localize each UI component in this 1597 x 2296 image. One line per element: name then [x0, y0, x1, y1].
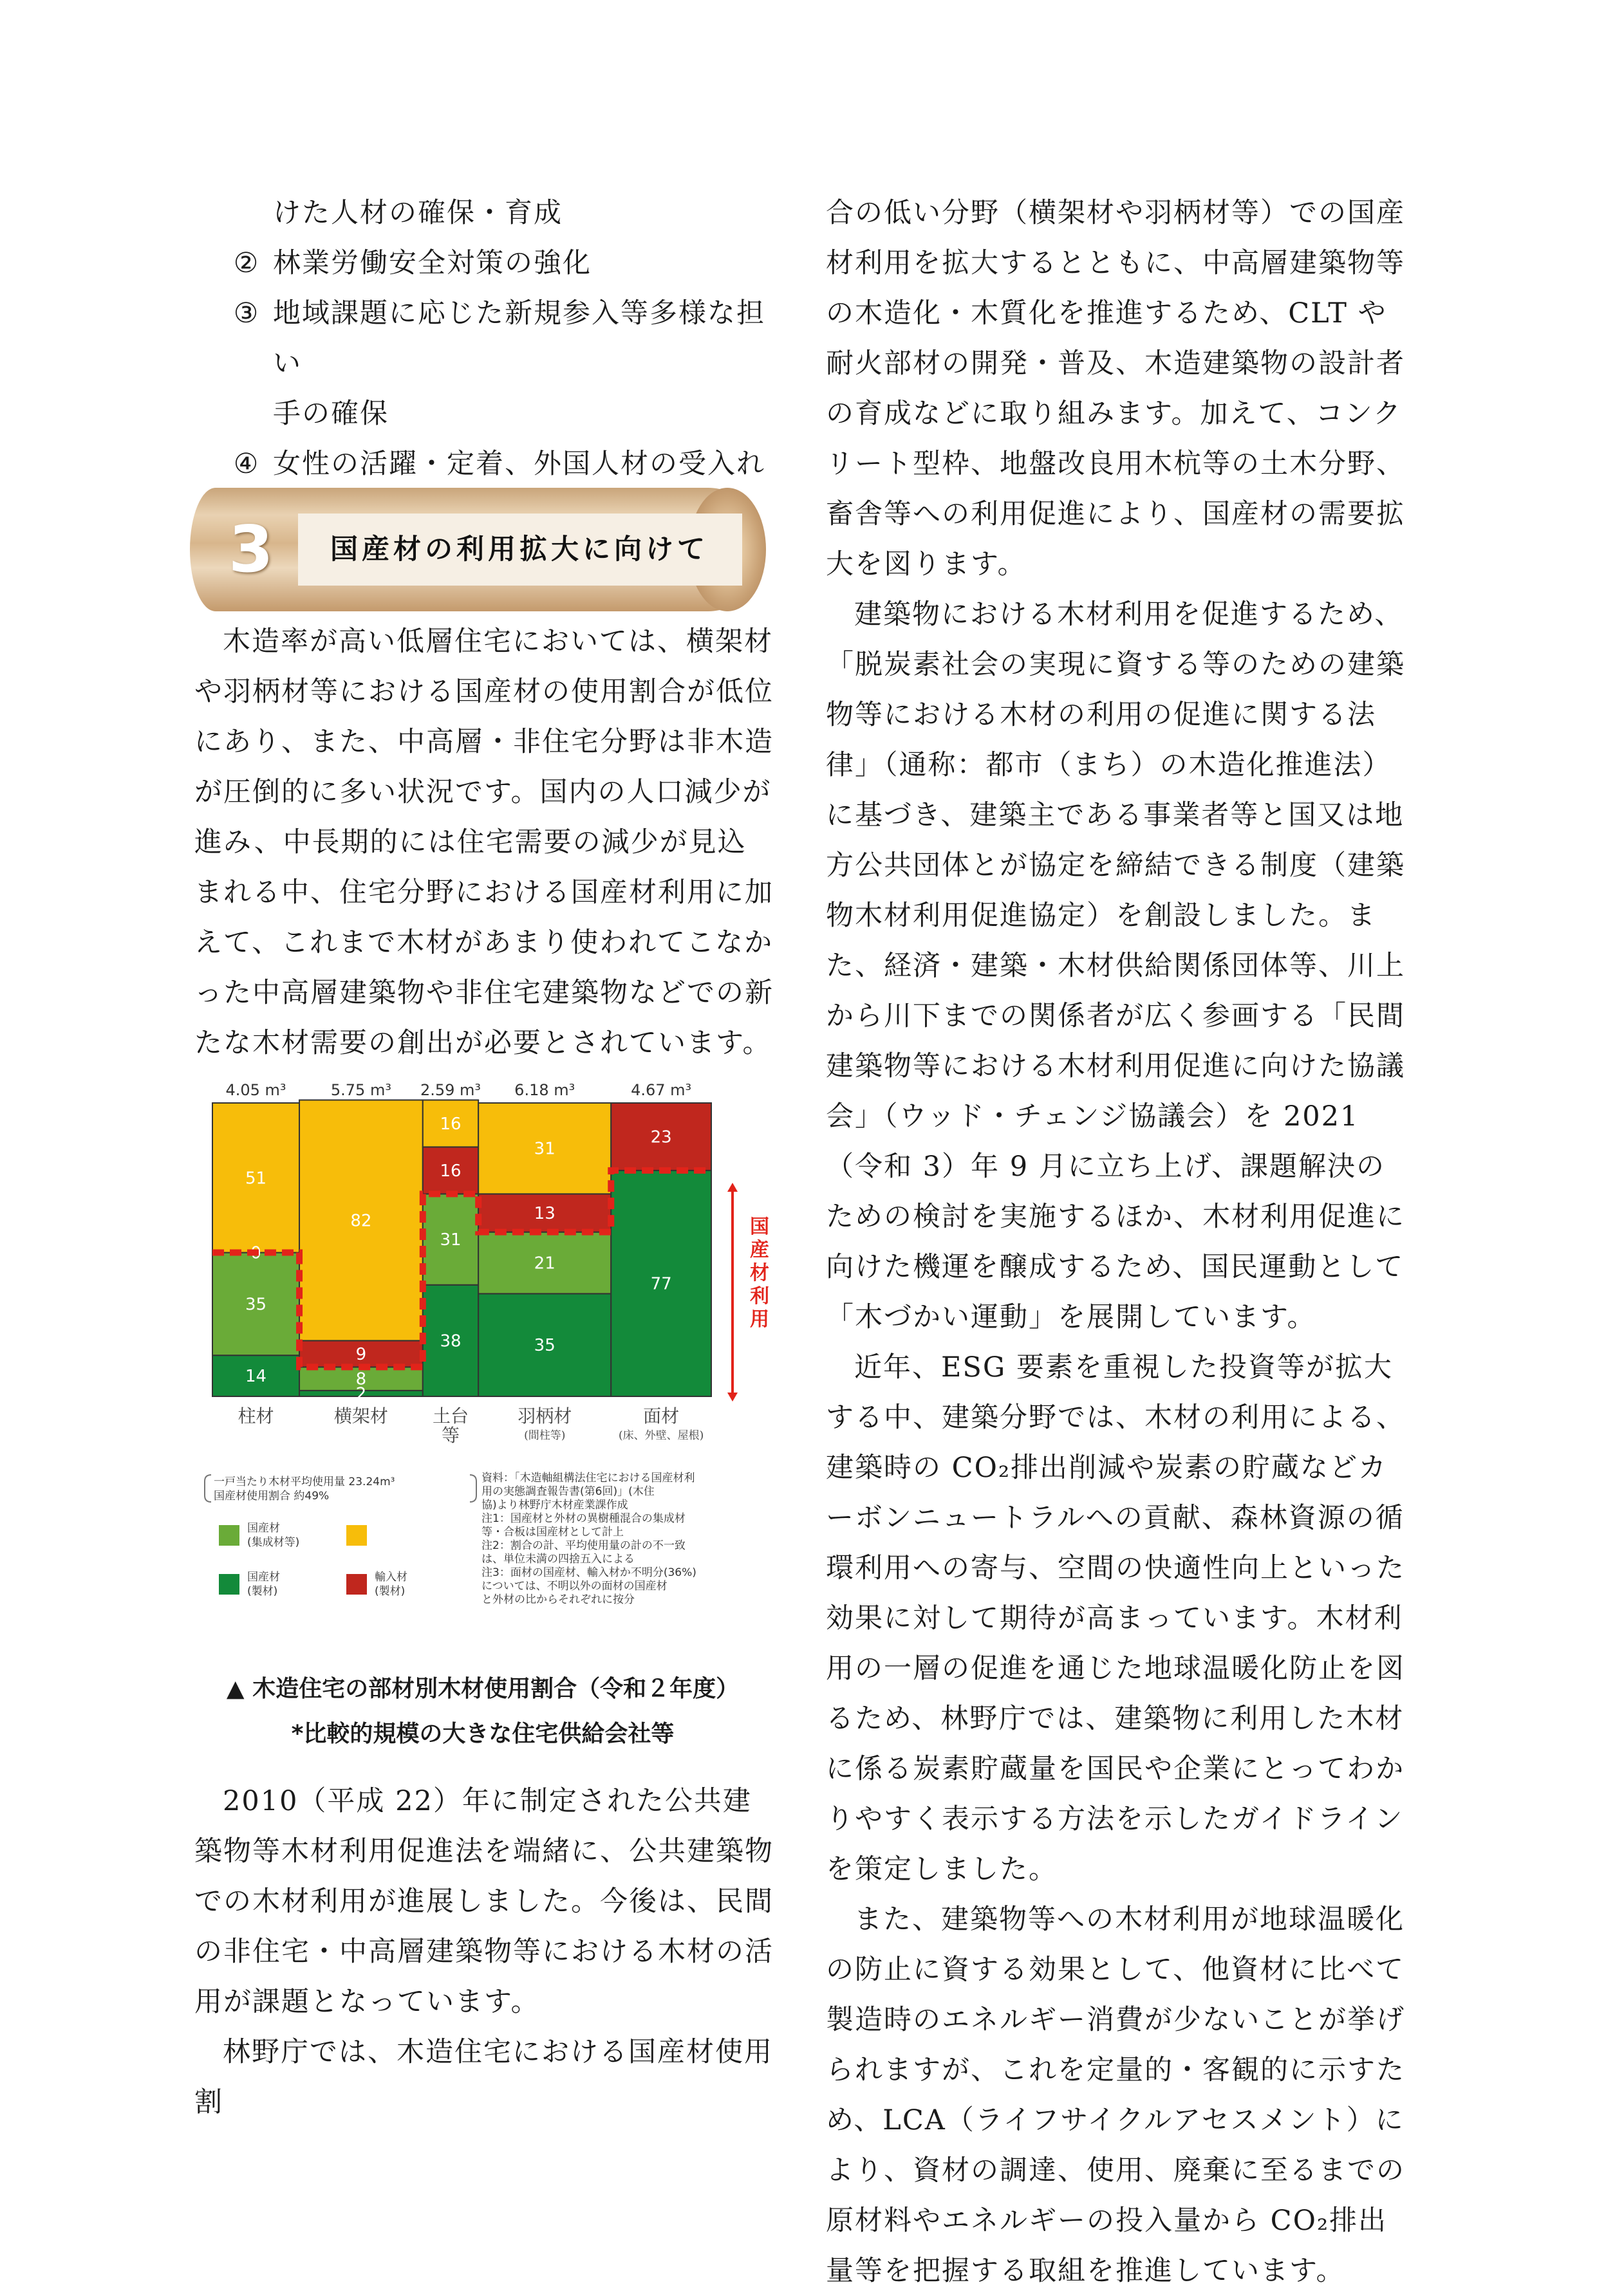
list-item [194, 288, 774, 389]
paragraph: また、建築物等への木材利用が地球温暖化の防止に資する効果として、他資材に比べて製造時のエネルギー消費が少ないことが挙げられますが、これを定量的・客観的に示すため、LCA（ライフサイクルアセスメント）により、資材の調達、使用、廃棄に至るまでの原材料やエネルギーの投入量から CO₂排出量等を把握する取組を推進しています。 [826, 1903, 1405, 2287]
segment-value-label: 21 [534, 1254, 556, 1273]
category-labels [238, 1405, 704, 1446]
segment-value-label: 77 [650, 1274, 672, 1294]
paragraph: 2010（平成 22）年に制定された公共建築物等木材利用促進法を端緒に、公共建築物での木材利用が進展しました。今後は、民間の非住宅・中高層建築物等における木材の活用が課題となっています。 [194, 1785, 774, 2018]
chart-note: と外材の比からそれぞれに按分 [481, 1593, 635, 1606]
volume-label: 5.75 m³ [330, 1081, 391, 1099]
legend-summary: 一戸当たり木材平均使用量 23.24m³ [214, 1476, 395, 1488]
legend-swatch-imported-sawn [346, 1574, 367, 1595]
list-item [194, 238, 774, 288]
legend-swatch-domestic-laminated [219, 1525, 239, 1546]
paragraph: 林野庁では、木造住宅における国産材使用割 [194, 2036, 773, 2118]
list-item [194, 439, 774, 489]
wood-usage-chart [193, 1081, 779, 1647]
legend-bracket [470, 1475, 476, 1502]
arrow-head-down [727, 1393, 738, 1402]
chart-notes [481, 1472, 696, 1606]
legend-summary: 国産材使用割合 約49% [214, 1490, 330, 1503]
chart-legend [205, 1475, 476, 1598]
legend-swatch-domestic-sawn [219, 1574, 239, 1595]
caption-line: *比較的規模の大きな住宅供給会社等 [291, 1721, 675, 1747]
section-title: 国産材の利用拡大に向けて [330, 533, 709, 566]
chart-note: 等・合板は国産材として計上 [481, 1526, 624, 1539]
segment-value-label: 16 [440, 1114, 462, 1134]
segment-value-label: 16 [440, 1161, 462, 1181]
list-text: 女性の活躍・定着、外国人材の受入れ [273, 448, 765, 480]
figure-caption [167, 1667, 798, 1757]
segment-value-label: 2 [355, 1384, 367, 1404]
chart-note: 用の実態調査報告書(第6回)」(木住 [481, 1485, 655, 1498]
segment-value-label: 35 [534, 1336, 556, 1356]
segment-value-label: 8 [355, 1369, 367, 1389]
chart-note: は、単位未満の四捨五入による [481, 1553, 635, 1566]
left-body-1 [194, 616, 774, 1068]
legend-bracket [205, 1475, 211, 1502]
paragraph: 建築物における木材利用を促進するため、「脱炭素社会の実現に資する等のための建築物等における木材の利用の促進に関する法律」（通称：都市（まち）の木造化推進法）に基づき、建築主である事業者等と国又は地方公共団体とが協定を締結できる制度（建築物木材利用促進協定）を創設しました。また、経済・建築・木材供給関係団体等、川上から川下までの関係者が広く参画する「民間建築物等における木材利用促進に向けた協議会」（ウッド・チェンジ協議会）を 2021（令和 3）年 9 月に立ち上げ、課題解決のための検討を実施するほか、木材利用促進に向けた機運を醸成するため、国民運動として「木づかい運動」を展開しています。 [826, 598, 1405, 1333]
side-label-char: 産 [750, 1239, 769, 1261]
segment-value-label: 31 [440, 1230, 462, 1250]
volume-labels [225, 1081, 691, 1099]
segment-value-label: 23 [650, 1127, 672, 1147]
caption-line: ▲ 木造住宅の部材別木材使用割合（令和２年度） [226, 1676, 740, 1702]
category-label: 等 [441, 1425, 460, 1446]
volume-label: 6.18 m³ [514, 1081, 575, 1099]
list-number: ② [233, 247, 260, 279]
chart-note: 注1：国産材と外材の異樹種混合の集成材 [481, 1512, 686, 1525]
legend-label: 国産材 [247, 1571, 280, 1584]
segment-value-label: 51 [245, 1169, 267, 1189]
segment-value-label: 82 [350, 1211, 372, 1231]
list-number: ④ [233, 448, 260, 480]
category-label: 柱材 [238, 1405, 274, 1427]
legend-swatch-imported-laminated [346, 1525, 367, 1546]
segment-value-label: 0 [250, 1243, 261, 1263]
list-text: 手の確保 [273, 398, 389, 430]
chart-bars [212, 1100, 711, 1396]
chart-note: 注3：面材の国産材、輸入材か不明分(36%) [481, 1566, 696, 1579]
left-column [194, 188, 774, 489]
category-label: 土台 [432, 1405, 469, 1427]
category-sublabel: (間柱等) [524, 1429, 566, 1442]
side-label-char: 利 [750, 1285, 769, 1308]
paragraph: 木造率が高い低層住宅においては、横架材や羽柄材等における国産材の使用割合が低位にあり、また、中高層・非住宅分野は非木造が圧倒的に多い状況です。国内の人口減少が進み、中長期的には住宅需要の減少が見込まれる中、住宅分野における国産材利用に加えて、これまで木材があまり使われてこなかった中高層建築物や非住宅建築物などでの新たな木材需要の創出が必要とされています。 [194, 625, 774, 1059]
chart-note: 協)より林野庁木材産業課作成 [481, 1499, 628, 1512]
side-arrow [727, 1183, 738, 1402]
category-label: 面材 [643, 1405, 680, 1427]
segment-value-label: 13 [534, 1204, 556, 1223]
volume-label: 4.05 m³ [225, 1081, 286, 1099]
list-text: けた人材の確保・育成 [273, 197, 563, 229]
section-banner [190, 488, 766, 611]
segment-value-label: 14 [245, 1367, 267, 1387]
chart-note: 注2：割合の計、平均使用量の計の不一致 [481, 1539, 686, 1552]
legend-label: 輸入材 [375, 1571, 407, 1584]
segment-value-label: 31 [534, 1139, 556, 1159]
right-column [826, 188, 1405, 2296]
segment-value-label: 9 [355, 1344, 367, 1364]
legend-label: (製材) [247, 1585, 278, 1598]
side-label [750, 1216, 769, 1331]
section-number: 3 [229, 512, 274, 587]
legend-label: 国産材 [247, 1522, 280, 1535]
list-number [220, 389, 273, 439]
paragraph: 合の低い分野（横架材や羽柄材等）での国産材利用を拡大するとともに、中高層建築物等の木造化・木質化を推進するため、CLT や耐火部材の開発・普及、木造建築物の設計者の育成などに取り組みます。加えて、コンクリート型枠、地盤改良用木杭等の土木分野、畜舎等への利用促進により、国産材の需要拡大を図ります。 [826, 197, 1405, 580]
list-number [220, 188, 273, 238]
side-label-char: 国 [750, 1216, 769, 1238]
legend-label: (集成材等) [247, 1536, 300, 1549]
category-label: 横架材 [333, 1405, 388, 1427]
list-item [194, 389, 774, 439]
arrow-head-up [727, 1183, 738, 1192]
list-item [194, 188, 774, 238]
list-text: 林業労働安全対策の強化 [273, 247, 592, 279]
list-number: ③ [233, 297, 260, 329]
side-label-char: 材 [750, 1262, 769, 1284]
list-text: 地域課題に応じた新規参入等多様な担い [273, 297, 765, 380]
category-label: 羽柄材 [518, 1405, 572, 1427]
paragraph: 近年、ESG 要素を重視した投資等が拡大する中、建築分野では、木材の利用による、建築時の CO₂排出削減や炭素の貯蔵などカーボンニュートラルへの貢献、森林資源の循環利用への寄与、空間の快適性向上といった効果に対して期待が高まっています。木材利用の一層の促進を通じた地球温暖化防止を図るため、林野庁では、建築物に利用した木材に係る炭素貯蔵量を国民や企業にとってわかりやすく表示する方法を示したガイドラインを策定しました。 [826, 1351, 1405, 1885]
segment-value-label: 35 [245, 1295, 267, 1315]
chart-note: については、不明以外の面材の国産材 [481, 1580, 668, 1593]
volume-label: 4.67 m³ [631, 1081, 692, 1099]
side-label-char: 用 [750, 1308, 769, 1331]
volume-label: 2.59 m³ [420, 1081, 481, 1099]
section-title-panel [298, 514, 742, 586]
chart-note: 資料：「木造軸組構法住宅における国産材利 [481, 1472, 695, 1485]
left-body-2 [194, 1776, 774, 2127]
category-sublabel: (床、外壁、屋根) [619, 1429, 704, 1442]
segment-value-label: 38 [440, 1331, 462, 1351]
legend-label: (製材) [375, 1585, 406, 1598]
